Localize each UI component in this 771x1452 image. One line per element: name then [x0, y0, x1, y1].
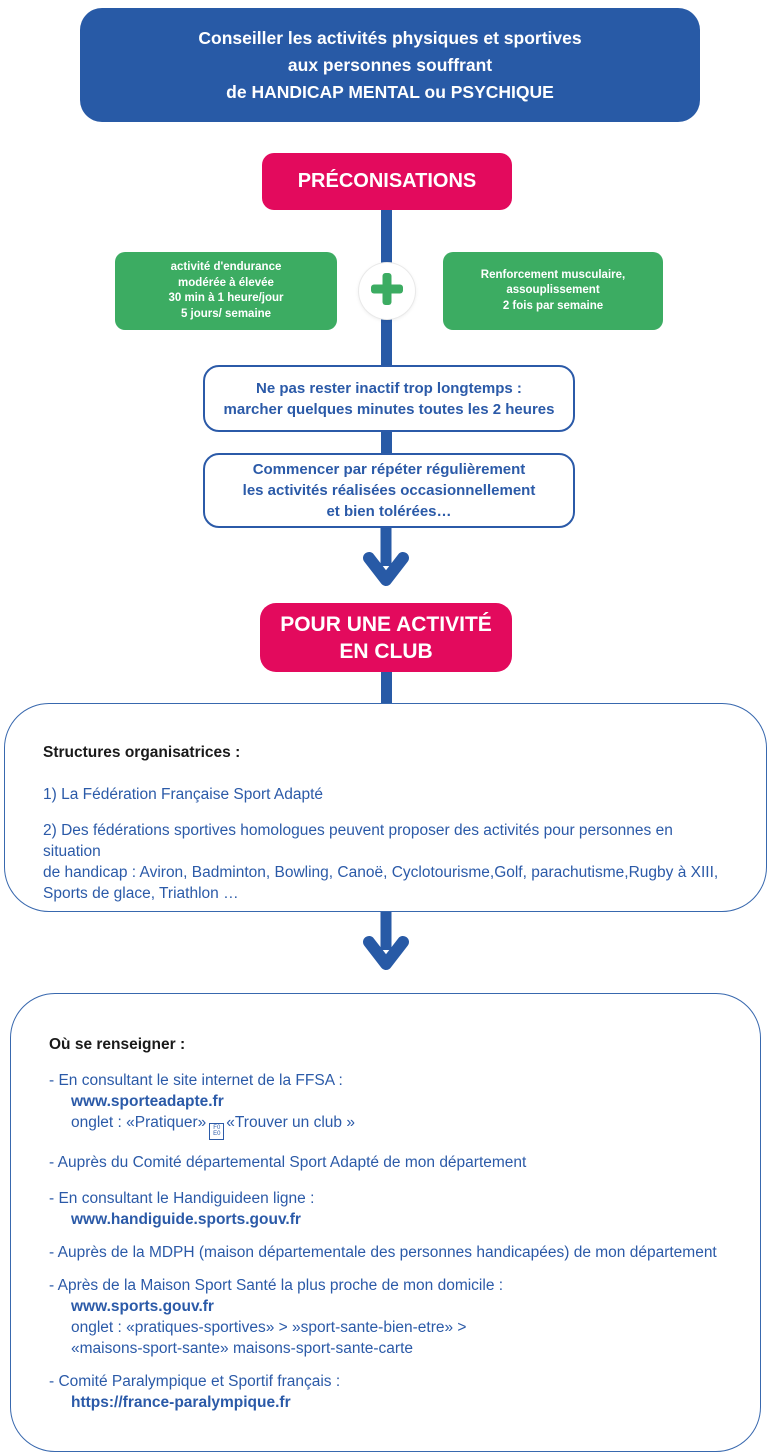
structures-item-2-line: 2) Des fédérations sportives homologues peuvent proposer des activités pour personnes en situation [43, 822, 673, 860]
structures-item-1: 1) La Fédération Française Sport Adapté [43, 786, 324, 803]
structures-title: Structures organisatrices : [43, 744, 241, 761]
endurance-line: modérée à élevée [178, 276, 274, 289]
advice-line: les activités réalisées occasionnellement [242, 482, 536, 499]
info-title: Où se renseigner : [49, 1036, 186, 1053]
advice-line: marcher quelques minutes toutes les 2 heures [223, 400, 555, 418]
club-banner-line: POUR UNE ACTIVITÉ [280, 612, 492, 636]
inactivity-advice-box [203, 365, 575, 432]
link-france-paralympique[interactable]: https://france-paralympique.fr [71, 1393, 291, 1411]
plus-icon [369, 271, 405, 312]
info-ffsa-onglet-after: «Trouver un club » [226, 1114, 355, 1131]
info-maison-onglet-2: «maisons-sport-sante» maisons-sport-sante-carte [71, 1339, 413, 1357]
header-line: aux personnes souffrant [287, 54, 493, 75]
structures-item-2 [43, 820, 728, 904]
info-maison-onglet-1: onglet : «pratiques-sportives» > »sport-sante-bien-etre» > [71, 1318, 467, 1336]
club-banner-line: EN CLUB [339, 639, 433, 663]
info-maison-intro: - Après de la Maison Sport Santé la plus proche de mon domicile : [49, 1276, 504, 1294]
info-box [10, 993, 761, 1452]
structures-box [4, 703, 767, 912]
plus-badge [359, 263, 415, 319]
arrow-down-icon [362, 912, 410, 981]
structures-item-2-line: de handicap : Aviron, Badminton, Bowling, Canoë, Cyclotourisme,Golf, parachutisme,Rugby à XIII, [43, 864, 719, 881]
preconisations-label: PRÉCONISATIONS [297, 170, 477, 192]
arrow-down-icon [362, 528, 410, 597]
info-paralympique-intro: - Comité Paralympique et Sportif français : [49, 1372, 341, 1390]
preconisations-banner [262, 153, 512, 210]
endurance-line: 30 min à 1 heure/jour [168, 292, 284, 304]
info-mdph: - Auprès de la MDPH (maison départementale des personnes handicapées) de mon département [49, 1243, 717, 1261]
strength-line: assouplissement [506, 284, 600, 297]
info-comite: - Auprès du Comité départemental Sport Adapté de mon département [49, 1153, 527, 1171]
header-line: Conseiller les activités physiques et sportives [198, 27, 582, 48]
header-title-box [80, 8, 700, 122]
structures-item-2-line: Sports de glace, Triathlon … [43, 885, 239, 902]
missing-glyph-icon: F0 E0 [209, 1123, 224, 1140]
advice-line: Ne pas rester inactif trop longtemps : [256, 379, 522, 397]
header-line: de HANDICAP MENTAL ou PSYCHIQUE [226, 81, 554, 102]
endurance-line: activité d'endurance [170, 261, 282, 273]
endurance-box [115, 252, 337, 330]
endurance-line: 5 jours/ semaine [180, 307, 272, 320]
link-sporteadapte[interactable]: www.sporteadapte.fr [71, 1093, 224, 1110]
repeat-advice-box [203, 453, 575, 528]
club-activity-banner [260, 603, 512, 672]
advice-line: Commencer par répéter régulièrement [252, 461, 526, 478]
info-ffsa-intro: - En consultant le site internet de la FFSA : [49, 1072, 343, 1089]
info-ffsa-onglet [71, 1112, 722, 1140]
strength-line: Renforcement musculaire, [480, 268, 626, 281]
link-handiguide[interactable]: www.handiguide.sports.gouv.fr [71, 1210, 301, 1228]
info-ffsa-onglet-before: onglet : «Pratiquer» [71, 1114, 207, 1131]
info-handiguide-intro: - En consultant le Handiguideen ligne : [49, 1189, 315, 1207]
connector-line [381, 430, 392, 455]
link-sports-gouv[interactable]: www.sports.gouv.fr [71, 1297, 214, 1315]
connector-line [381, 670, 392, 704]
strength-box [443, 252, 663, 330]
advice-line: et bien tolérées… [326, 503, 452, 520]
strength-line: 2 fois par semaine [502, 299, 604, 312]
